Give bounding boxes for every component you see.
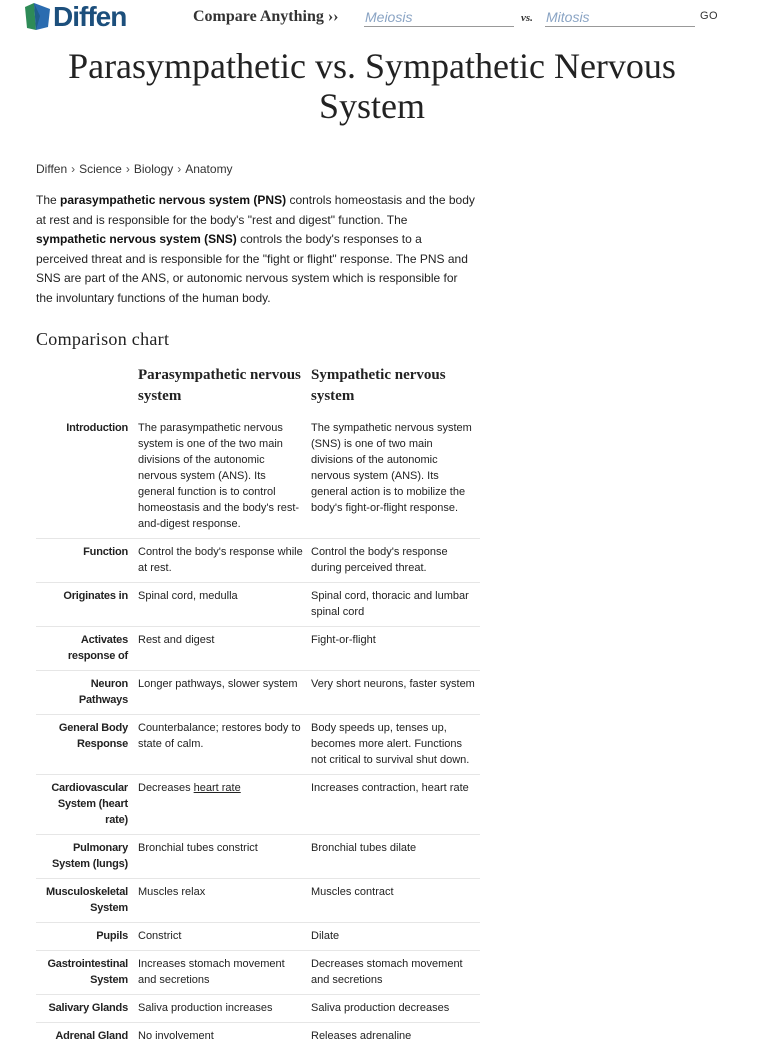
table-row: [36, 539, 480, 583]
row-label: Function: [36, 539, 135, 583]
row-label: Musculoskeletal System: [36, 879, 135, 923]
row-label: Activates response of: [36, 627, 135, 671]
pns-cell: Muscles relax: [135, 879, 308, 923]
row-label: Salivary Glands: [36, 995, 135, 1023]
table-row: [36, 951, 480, 995]
sns-cell: Increases contraction, heart rate: [308, 775, 480, 835]
breadcrumb-biology[interactable]: Biology: [134, 162, 173, 176]
table-header-row: [36, 362, 480, 415]
sns-cell: Spinal cord, thoracic and lumbar spinal cord: [308, 583, 480, 627]
row-label: Pulmonary System (lungs): [36, 835, 135, 879]
sns-cell: Releases adrenaline: [308, 1023, 480, 1050]
breadcrumb-science[interactable]: Science: [79, 162, 122, 176]
pns-cell: [135, 775, 308, 835]
pns-cell: Longer pathways, slower system: [135, 671, 308, 715]
diffen-logo[interactable]: [24, 2, 126, 32]
header-empty: [36, 362, 135, 415]
pns-cell: No involvement: [135, 1023, 308, 1050]
breadcrumb-separator: ›: [126, 162, 130, 176]
row-label: Cardiovascular System (heart rate): [36, 775, 135, 835]
sns-cell: Fight-or-flight: [308, 627, 480, 671]
table-row: [36, 415, 480, 539]
intro-text: The: [36, 193, 60, 207]
table-row: [36, 923, 480, 951]
row-label: Gastrointestinal System: [36, 951, 135, 995]
breadcrumb-separator: ›: [177, 162, 181, 176]
compare-input-b[interactable]: [545, 7, 695, 27]
comparison-table: [36, 362, 480, 1050]
sns-cell: Body speeds up, tenses up, becomes more alert. Functions not critical to survival shut down.: [308, 715, 480, 775]
sns-cell: Dilate: [308, 923, 480, 951]
vs-label: vs.: [521, 12, 533, 24]
intro-paragraph: [36, 191, 476, 309]
intro-text: controls homeostasis and the body at rest and is responsible for the body's "rest and digest" function. The: [36, 193, 475, 227]
table-row: [36, 583, 480, 627]
row-label: Originates in: [36, 583, 135, 627]
table-row: [36, 1023, 480, 1050]
breadcrumb-diffen[interactable]: Diffen: [36, 162, 67, 176]
sns-cell: Very short neurons, faster system: [308, 671, 480, 715]
intro-bold-sns: sympathetic nervous system (SNS): [36, 232, 237, 246]
table-row: [36, 879, 480, 923]
pns-cell-text: Decreases: [138, 782, 194, 794]
compare-input-a[interactable]: [364, 7, 514, 27]
row-label: General Body Response: [36, 715, 135, 775]
logo-text: Diffen: [53, 2, 126, 32]
table-row: [36, 627, 480, 671]
row-label: Adrenal Gland: [36, 1023, 135, 1050]
intro-text: controls the body's responses to a perceived threat and is responsible for the "fight or flight" response. The PNS and SNS are part of the ANS, or autonomic nervous system which is responsible for the involuntary functions of the human body.: [36, 232, 468, 305]
table-row: [36, 835, 480, 879]
pns-cell: Bronchial tubes constrict: [135, 835, 308, 879]
row-label: Pupils: [36, 923, 135, 951]
heart-rate-link[interactable]: heart rate: [194, 782, 241, 794]
sns-cell: Muscles contract: [308, 879, 480, 923]
sns-cell: Saliva production decreases: [308, 995, 480, 1023]
intro-bold-pns: parasympathetic nervous system (PNS): [60, 193, 286, 207]
pns-cell: Control the body's response while at rest.: [135, 539, 308, 583]
table-row: [36, 671, 480, 715]
sns-cell: Decreases stomach movement and secretions: [308, 951, 480, 995]
diffen-logo-icon: [24, 3, 52, 31]
sns-cell: Control the body's response during perceived threat.: [308, 539, 480, 583]
sns-cell: The sympathetic nervous system (SNS) is one of two main divisions of the autonomic nervous system (ANS). Its general action is to mobilize the body's fight-or-flight response.: [308, 415, 480, 539]
page-title: Parasympathetic vs. Sympathetic Nervous System: [40, 46, 704, 126]
top-bar: [0, 0, 768, 36]
table-row: [36, 715, 480, 775]
go-button[interactable]: GO: [700, 10, 718, 22]
pns-cell: Saliva production increases: [135, 995, 308, 1023]
comparison-chart-title: Comparison chart: [36, 329, 169, 350]
pns-cell: Spinal cord, medulla: [135, 583, 308, 627]
breadcrumb: [36, 162, 233, 176]
compare-anything-label: Compare Anything ››: [193, 8, 339, 26]
pns-cell: Constrict: [135, 923, 308, 951]
pns-cell: The parasympathetic nervous system is one of the two main divisions of the autonomic nervous system (ANS). Its general function is to control homeostasis and the body's rest-and-digest response.: [135, 415, 308, 539]
header-sympathetic: Sympathetic nervous system: [308, 362, 480, 415]
row-label: Neuron Pathways: [36, 671, 135, 715]
breadcrumb-anatomy[interactable]: Anatomy: [185, 162, 232, 176]
pns-cell: Counterbalance; restores body to state of calm.: [135, 715, 308, 775]
row-label: Introduction: [36, 415, 135, 539]
table-row: [36, 775, 480, 835]
header-parasympathetic: Parasympathetic nervous system: [135, 362, 308, 415]
table-row: [36, 995, 480, 1023]
sns-cell: Bronchial tubes dilate: [308, 835, 480, 879]
breadcrumb-separator: ›: [71, 162, 75, 176]
pns-cell: Rest and digest: [135, 627, 308, 671]
pns-cell: Increases stomach movement and secretions: [135, 951, 308, 995]
